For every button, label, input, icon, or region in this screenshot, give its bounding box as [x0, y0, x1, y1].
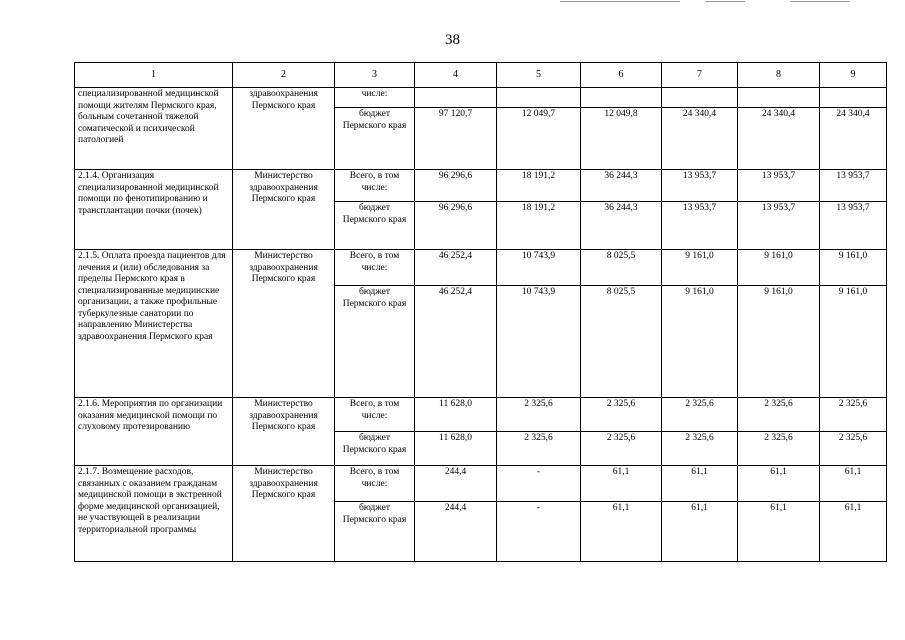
- amount-cell: 2 325,6: [738, 398, 820, 432]
- scan-edge-line: [790, 1, 850, 2]
- column-header: 1: [75, 63, 233, 88]
- amount-cell: -: [497, 466, 581, 502]
- amount-cell: 244,4: [415, 466, 497, 502]
- measure-name: специализированной медицинской помощи жителям Пермского края, больным сочетанной тяжелой соматической и психической патологией: [75, 88, 233, 170]
- executor-cell: Министерство здравоохранения Пермского края: [233, 170, 335, 250]
- funding-source: Всего, в том числе:: [335, 250, 415, 286]
- funding-source: Всего, в том числе:: [335, 466, 415, 502]
- amount-cell: 97 120,7: [415, 108, 497, 170]
- column-header: 4: [415, 63, 497, 88]
- executor-cell: Министерство здравоохранения Пермского края: [233, 466, 335, 562]
- executor-cell: здравоохранения Пермского края: [233, 88, 335, 170]
- executor-cell: Министерство здравоохранения Пермского края: [233, 398, 335, 466]
- amount-cell: 12 049,8: [581, 108, 662, 170]
- amount-cell: 13 953,7: [662, 202, 738, 250]
- executor-cell: Министерство здравоохранения Пермского края: [233, 250, 335, 398]
- amount-cell: [497, 88, 581, 108]
- amount-cell: 2 325,6: [662, 432, 738, 466]
- table-row: [75, 88, 887, 108]
- table-row: [75, 250, 887, 286]
- amount-cell: 61,1: [662, 466, 738, 502]
- amount-cell: 12 049,7: [497, 108, 581, 170]
- amount-cell: 96 296,6: [415, 202, 497, 250]
- amount-cell: 36 244,3: [581, 170, 662, 202]
- amount-cell: 61,1: [738, 502, 820, 562]
- amount-cell: 9 161,0: [820, 250, 887, 286]
- amount-cell: 9 161,0: [738, 250, 820, 286]
- column-header: 2: [233, 63, 335, 88]
- amount-cell: [581, 88, 662, 108]
- column-header: 7: [662, 63, 738, 88]
- funding-source: Всего, в том числе:: [335, 398, 415, 432]
- scan-edge-line: [705, 1, 745, 2]
- amount-cell: 8 025,5: [581, 250, 662, 286]
- amount-cell: 13 953,7: [738, 170, 820, 202]
- amount-cell: 8 025,5: [581, 286, 662, 398]
- table-row: [75, 466, 887, 502]
- amount-cell: 24 340,4: [662, 108, 738, 170]
- amount-cell: 2 325,6: [497, 398, 581, 432]
- table-row: [75, 398, 887, 432]
- column-header: 9: [820, 63, 887, 88]
- amount-cell: 11 628,0: [415, 432, 497, 466]
- amount-cell: 2 325,6: [820, 432, 887, 466]
- funding-source: бюджет Пермского края: [335, 432, 415, 466]
- amount-cell: 24 340,4: [820, 108, 887, 170]
- amount-cell: -: [497, 502, 581, 562]
- amount-cell: 18 191,2: [497, 170, 581, 202]
- amount-cell: [415, 88, 497, 108]
- funding-source: бюджет Пермского края: [335, 108, 415, 170]
- amount-cell: 61,1: [581, 502, 662, 562]
- amount-cell: 13 953,7: [820, 170, 887, 202]
- measure-name: 2.1.4. Организация специализированной медицинской помощи по фенотипированию и трансплантации почки (почек): [75, 170, 233, 250]
- amount-cell: 9 161,0: [820, 286, 887, 398]
- amount-cell: 2 325,6: [581, 398, 662, 432]
- amount-cell: 13 953,7: [738, 202, 820, 250]
- measure-name: 2.1.7. Возмещение расходов, связанных с оказанием гражданам медицинской помощи в экстренной форме медицинской организацией, не участвующей в реализации территориальной программы: [75, 466, 233, 562]
- amount-cell: 13 953,7: [820, 202, 887, 250]
- amount-cell: 9 161,0: [662, 286, 738, 398]
- column-header: 8: [738, 63, 820, 88]
- amount-cell: 2 325,6: [497, 432, 581, 466]
- amount-cell: 96 296,6: [415, 170, 497, 202]
- measure-name: 2.1.5. Оплата проезда пациентов для лечения и (или) обследования за пределы Пермского края в специализированные медицинские организации, а также профильные туберкулезные санатории по направлению Министерства здравоохранения Пермского края: [75, 250, 233, 398]
- amount-cell: 13 953,7: [662, 170, 738, 202]
- amount-cell: 46 252,4: [415, 250, 497, 286]
- amount-cell: [820, 88, 887, 108]
- amount-cell: 11 628,0: [415, 398, 497, 432]
- amount-cell: 61,1: [820, 466, 887, 502]
- funding-source: бюджет Пермского края: [335, 502, 415, 562]
- amount-cell: 18 191,2: [497, 202, 581, 250]
- amount-cell: 61,1: [581, 466, 662, 502]
- amount-cell: 61,1: [738, 466, 820, 502]
- measure-name: 2.1.6. Мероприятия по организации оказания медицинской помощи по слуховому протезированию: [75, 398, 233, 466]
- amount-cell: 2 325,6: [662, 398, 738, 432]
- amount-cell: [738, 88, 820, 108]
- amount-cell: 9 161,0: [738, 286, 820, 398]
- amount-cell: 61,1: [820, 502, 887, 562]
- amount-cell: 46 252,4: [415, 286, 497, 398]
- amount-cell: 36 244,3: [581, 202, 662, 250]
- amount-cell: 10 743,9: [497, 250, 581, 286]
- amount-cell: 10 743,9: [497, 286, 581, 398]
- amount-cell: 2 325,6: [820, 398, 887, 432]
- amount-cell: 24 340,4: [738, 108, 820, 170]
- amount-cell: 244,4: [415, 502, 497, 562]
- funding-source: бюджет Пермского края: [335, 202, 415, 250]
- program-table: [74, 62, 887, 562]
- table-row: [75, 170, 887, 202]
- amount-cell: 2 325,6: [738, 432, 820, 466]
- funding-source: Всего, в том числе:: [335, 170, 415, 202]
- table-header-row: [75, 63, 887, 88]
- amount-cell: 9 161,0: [662, 250, 738, 286]
- amount-cell: 61,1: [662, 502, 738, 562]
- column-header: 5: [497, 63, 581, 88]
- scan-edge-line: [560, 1, 680, 2]
- column-header: 3: [335, 63, 415, 88]
- funding-source: бюджет Пермского края: [335, 286, 415, 398]
- amount-cell: [662, 88, 738, 108]
- page-number: 38: [445, 32, 460, 48]
- funding-source: числе:: [335, 88, 415, 108]
- amount-cell: 2 325,6: [581, 432, 662, 466]
- column-header: 6: [581, 63, 662, 88]
